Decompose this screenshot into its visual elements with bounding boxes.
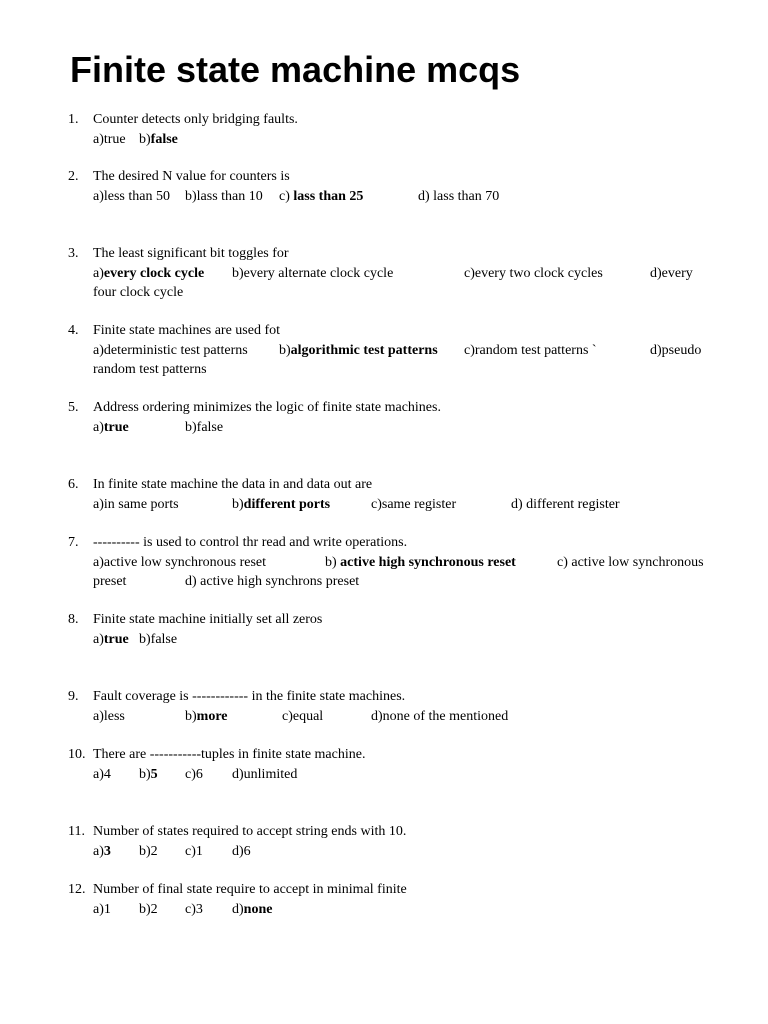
correct-answer: 5	[150, 767, 158, 782]
option-b: b)2	[139, 844, 158, 859]
correct-answer: every clock cycle	[103, 266, 205, 281]
option-d: d)6	[232, 844, 251, 859]
option-d: d)every	[650, 266, 693, 281]
option-d-continued: four clock cycle	[93, 285, 184, 300]
option-c: c)equal	[282, 709, 324, 724]
option-a: a)3	[93, 844, 111, 859]
correct-answer: true	[103, 632, 129, 647]
question-text: There are -----------tuples in finite state machine.	[93, 747, 366, 762]
question-text: Finite state machines are used fot	[93, 323, 280, 338]
page-title: Finite state machine mcqs	[70, 49, 521, 90]
option-d-continued: random test patterns	[93, 362, 207, 377]
correct-answer: none	[243, 902, 273, 917]
correct-answer: active high synchronous reset	[340, 555, 516, 570]
option-a: a)true	[93, 132, 126, 147]
question-number: 4.	[68, 323, 79, 338]
option-b: b)false	[139, 632, 178, 647]
option-a: a)every clock cycle	[93, 266, 205, 281]
option-d: d) lass than 70	[418, 189, 500, 204]
option-b: b)more	[185, 709, 228, 724]
option-d: d)none of the mentioned	[371, 709, 509, 724]
correct-answer: algorithmic test patterns	[290, 343, 438, 358]
question-text: Counter detects only bridging faults.	[93, 112, 298, 127]
option-a: a)4	[93, 767, 111, 782]
question-text: Number of states required to accept string ends with 10.	[93, 824, 407, 839]
option-b: b)5	[139, 767, 158, 782]
question-number: 6.	[68, 477, 79, 492]
question-text: In finite state machine the data in and data out are	[93, 477, 373, 492]
option-b: b)false	[185, 420, 224, 435]
option-a: a)deterministic test patterns	[93, 343, 248, 358]
option-d: d)pseudo	[650, 343, 702, 358]
question-text: Number of final state require to accept in minimal finite	[93, 882, 407, 897]
option-c: c) active low synchronous	[557, 555, 704, 570]
option-b: b)different ports	[232, 497, 331, 512]
question-number: 1.	[68, 112, 79, 127]
option-a: a)1	[93, 902, 111, 917]
option-a: a)true	[93, 632, 129, 647]
question-text: The least significant bit toggles for	[93, 246, 289, 261]
option-c: c)random test patterns `	[464, 343, 597, 358]
question-number: 8.	[68, 612, 79, 627]
question-number: 10.	[68, 747, 86, 762]
option-b: b)2	[139, 902, 158, 917]
option-d: d) different register	[511, 497, 620, 512]
correct-answer: different ports	[243, 497, 331, 512]
question-number: 9.	[68, 689, 79, 704]
option-d: d)none	[232, 902, 273, 917]
correct-answer: false	[150, 132, 178, 147]
option-c: c)every two clock cycles	[464, 266, 603, 281]
option-a: a)less than 50	[93, 189, 170, 204]
option-b: b)algorithmic test patterns	[279, 343, 438, 358]
question-number: 2.	[68, 169, 79, 184]
option-c-continued: preset	[93, 574, 127, 589]
correct-answer: lass than 25	[293, 189, 364, 204]
option-a: a)true	[93, 420, 129, 435]
option-a: a)active low synchronous reset	[93, 555, 266, 570]
question-number: 3.	[68, 246, 79, 261]
option-c: c)1	[185, 844, 203, 859]
option-b: b)false	[139, 132, 178, 147]
question-number: 11.	[68, 824, 85, 839]
option-c: c)same register	[371, 497, 457, 512]
question-text: The desired N value for counters is	[93, 169, 290, 184]
option-d: d)unlimited	[232, 767, 298, 782]
question-number: 5.	[68, 400, 79, 415]
option-a: a)in same ports	[93, 497, 179, 512]
question-text: Finite state machine initially set all zeros	[93, 612, 323, 627]
option-b: b) active high synchronous reset	[325, 555, 516, 570]
option-b: b)lass than 10	[185, 189, 263, 204]
option-b: b)every alternate clock cycle	[232, 266, 394, 281]
correct-answer: true	[103, 420, 129, 435]
option-c: c) lass than 25	[279, 189, 364, 204]
question-text: Fault coverage is ------------ in the finite state machines.	[93, 689, 406, 704]
option-a: a)less	[93, 709, 125, 724]
question-text: Address ordering minimizes the logic of finite state machines.	[93, 400, 441, 415]
option-d: d) active high synchrons preset	[185, 574, 360, 589]
correct-answer: more	[196, 709, 228, 724]
option-c: c)3	[185, 902, 203, 917]
question-number: 7.	[68, 535, 79, 550]
question-text: ---------- is used to control thr read and write operations.	[93, 535, 408, 550]
option-c: c)6	[185, 767, 203, 782]
correct-answer: 3	[103, 844, 111, 859]
question-number: 12.	[68, 882, 86, 897]
